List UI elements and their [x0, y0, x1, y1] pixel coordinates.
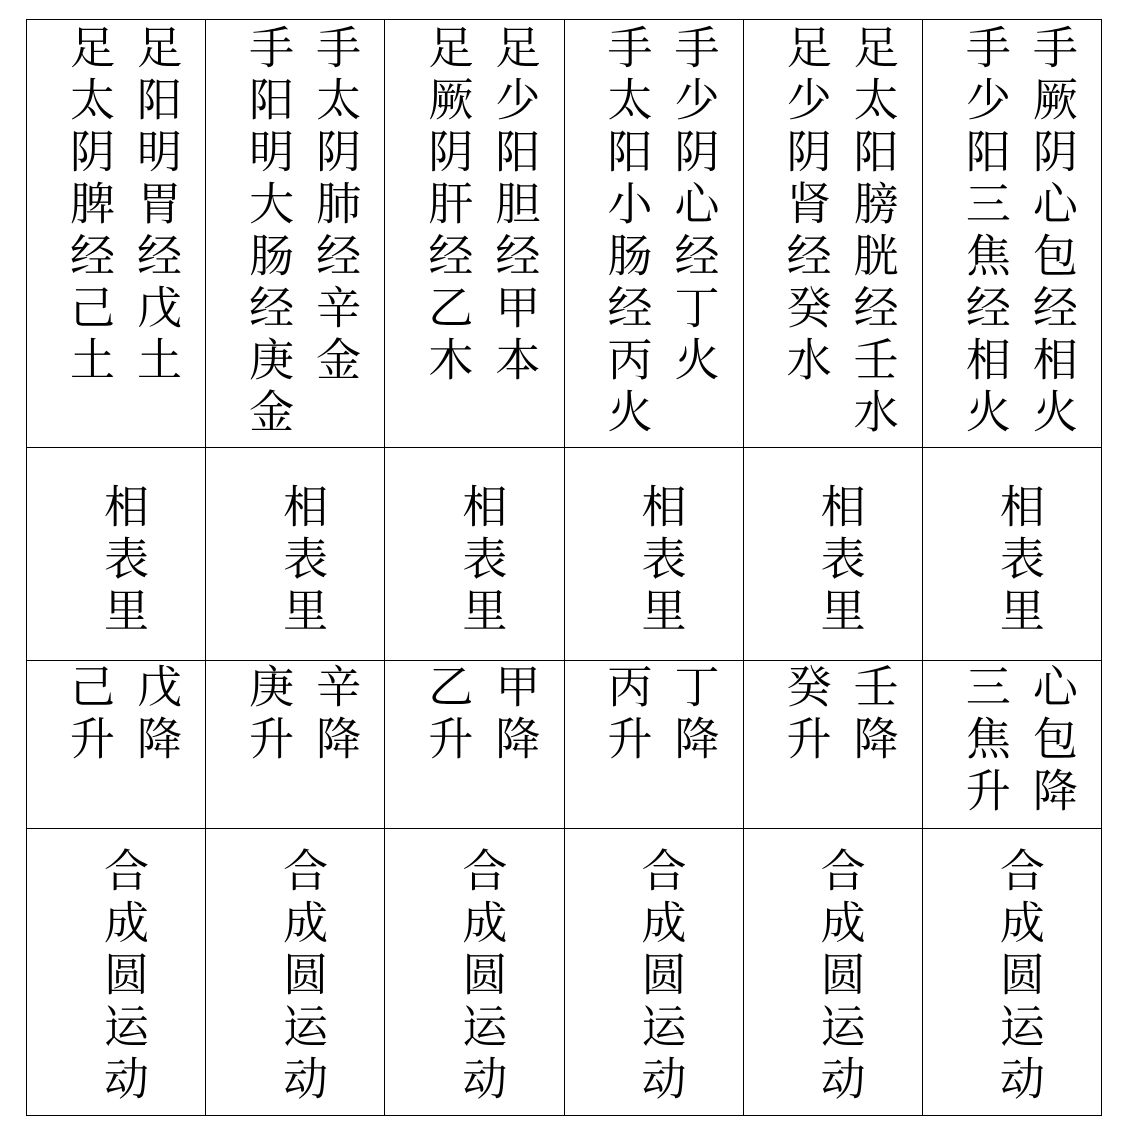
motion-right-text: 甲降 [487, 663, 541, 767]
summary-text: 合成圆运动 [991, 847, 1045, 1107]
motion-left-text: 庚升 [241, 663, 295, 767]
relation-text: 相表里 [275, 483, 329, 639]
summary-cell-3 [385, 829, 564, 1116]
motion-right-text: 戊降 [129, 663, 182, 767]
motion-left-text: 癸升 [778, 663, 832, 767]
relation-text: 相表里 [96, 483, 149, 639]
summary-text: 合成圆运动 [812, 847, 866, 1107]
summary-cell-2 [206, 829, 385, 1116]
meridian-left-text: 手阳明大肠经庚金 [241, 24, 295, 440]
motion-cell-5 [744, 661, 923, 829]
motion-right-text: 壬降 [845, 663, 899, 767]
relation-cell-2 [206, 448, 385, 661]
meridian-right-text: 足少阳胆经甲本 [487, 24, 541, 388]
motion-left-text: 丙升 [599, 663, 653, 767]
motion-cell-1 [27, 661, 206, 829]
meridian-right-text: 手太阴肺经辛金 [308, 24, 362, 388]
summary-text: 合成圆运动 [275, 847, 329, 1107]
motion-cell-3 [385, 661, 564, 829]
meridian-left-text: 足太阴脾经己土 [62, 24, 115, 388]
meridian-right-text: 足阳明胃经戊土 [129, 24, 182, 388]
motion-right-text: 丁降 [666, 663, 720, 767]
summary-cell-6 [923, 829, 1102, 1116]
relation-text: 相表里 [454, 483, 508, 639]
relation-text: 相表里 [991, 483, 1045, 639]
motion-left-text: 三焦升 [957, 663, 1011, 819]
summary-cell-5 [744, 829, 923, 1116]
summary-cell-1 [27, 829, 206, 1116]
summary-cell-4 [565, 829, 744, 1116]
motion-right-text: 辛降 [308, 663, 362, 767]
meridian-right-text: 足太阳膀胱经壬水 [845, 24, 899, 440]
motion-left-text: 乙升 [420, 663, 474, 767]
motion-left-text: 己升 [62, 663, 115, 767]
meridian-table [26, 19, 1102, 1116]
motion-cell-2 [206, 661, 385, 829]
meridian-cell-4 [565, 20, 744, 448]
relation-cell-3 [385, 448, 564, 661]
meridian-cell-3 [385, 20, 564, 448]
meridian-left-text: 手太阳小肠经丙火 [599, 24, 653, 440]
meridian-left-text: 手少阳三焦经相火 [957, 24, 1011, 440]
motion-right-text: 心包降 [1024, 663, 1078, 819]
motion-cell-6 [923, 661, 1102, 829]
summary-text: 合成圆运动 [633, 847, 687, 1107]
summary-text: 合成圆运动 [454, 847, 508, 1107]
meridian-cell-2 [206, 20, 385, 448]
relation-cell-6 [923, 448, 1102, 661]
meridian-right-text: 手少阴心经丁火 [666, 24, 720, 388]
meridian-cell-1 [27, 20, 206, 448]
relation-cell-5 [744, 448, 923, 661]
relation-text: 相表里 [812, 483, 866, 639]
summary-text: 合成圆运动 [96, 847, 149, 1107]
motion-cell-4 [565, 661, 744, 829]
meridian-cell-5 [744, 20, 923, 448]
meridian-right-text: 手厥阴心包经相火 [1024, 24, 1078, 440]
meridian-left-text: 足厥阴肝经乙木 [420, 24, 474, 388]
relation-cell-1 [27, 448, 206, 661]
meridian-cell-6 [923, 20, 1102, 448]
relation-text: 相表里 [633, 483, 687, 639]
meridian-left-text: 足少阴肾经癸水 [778, 24, 832, 388]
relation-cell-4 [565, 448, 744, 661]
